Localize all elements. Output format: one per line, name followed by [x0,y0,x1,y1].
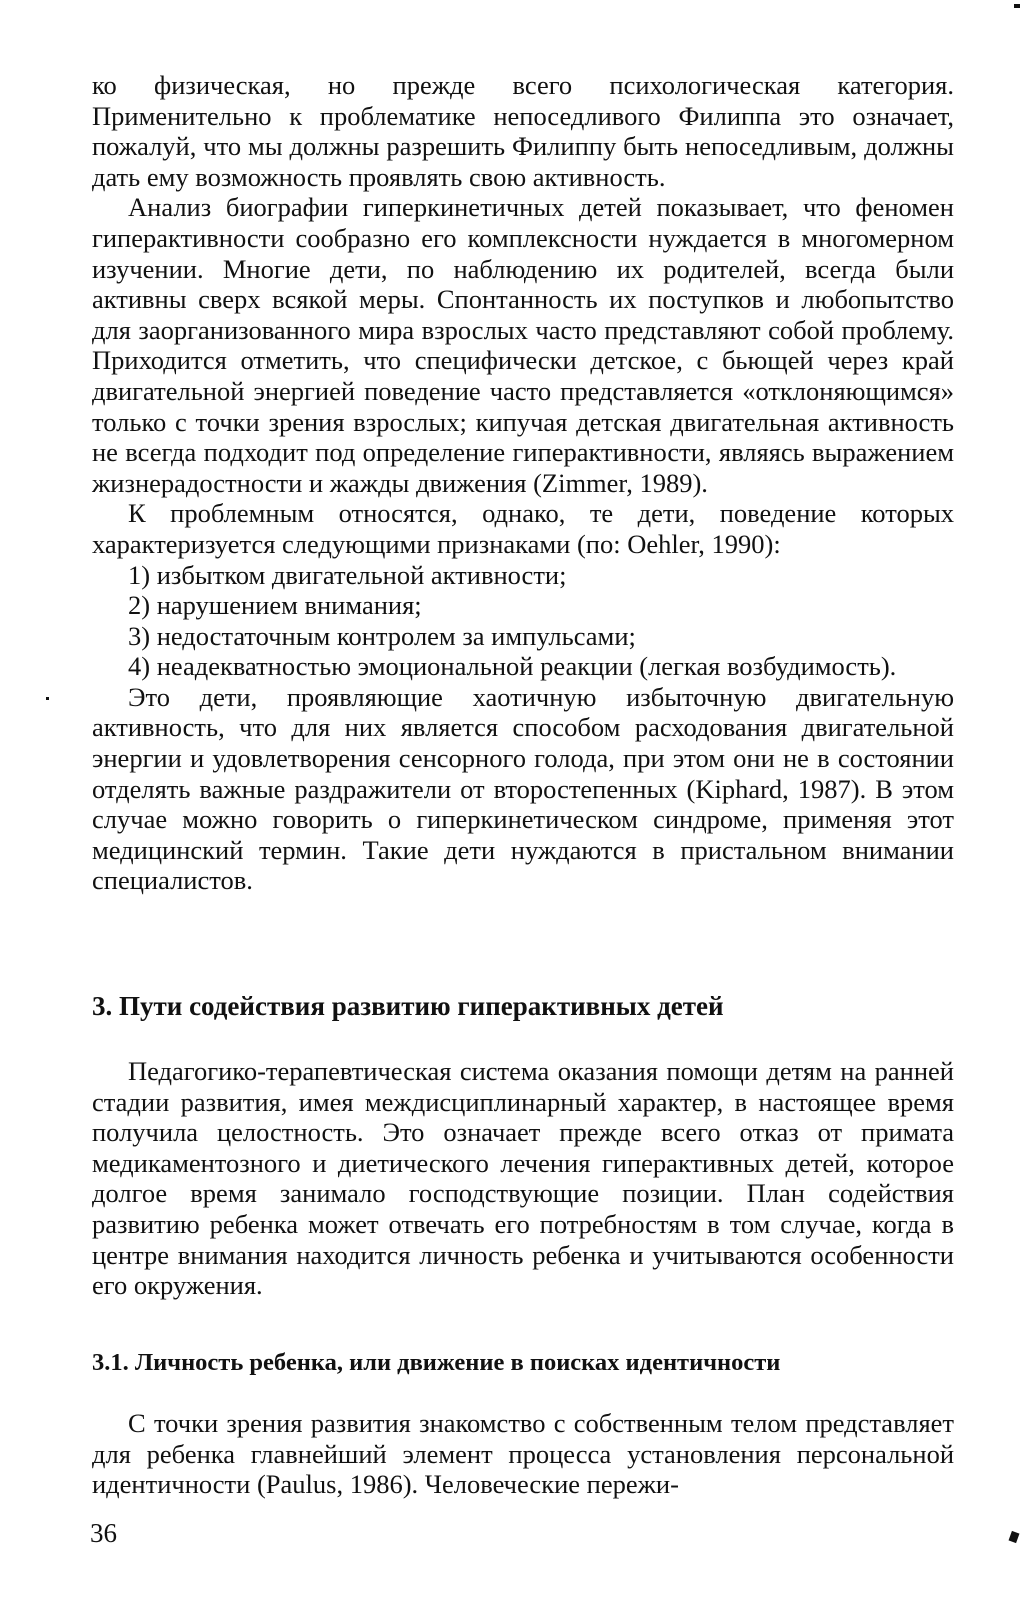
paragraph-pedagogical-system: Педагогико-терапевтическая система оказания помощи детям на ранней стадии развития, имея междисциплинарный характер, в настоящее время получила целостность. Это означает прежде всего отказ от примата медикаментозного и диетического лечения гиперактивных детей, которое долгое время занимало господствующие позиции. План содействия развитию ребенка может отвечать его потребностям в том случае, когда в центре внимания находится личность ребенка и учитываются особенности его окружения. [92,1056,954,1301]
section-3-1-body [92,1408,954,1500]
paragraph-hyperkinetic-syndrome: Это дети, проявляющие хаотичную избыточную двигательную активность, что для них является способом расходования двигательной энергии и удовлетворения сенсорного голода, при этом они не в состоянии отделять важные раздражители от второстепенных (Kiphard, 1987). В этом случае можно говорить о гиперкинетическом синдроме, применяя этот медицинский термин. Такие дети нуждаются в пристальном внимании специалистов. [92,681,954,896]
section-3-1-heading: 3.1. Личность ребенка, или движение в поисках идентичности [92,1349,781,1376]
scan-dot-left [46,697,49,700]
list-item-1: 1) избытком двигательной активности; [128,559,567,590]
section-3-heading: 3. Пути содействия развитию гиперактивных детей [92,991,724,1021]
paragraph-continuation: ко физическая, но прежде всего психологическая категория. Применительно к проблематике непоседливого Филиппа это означает, пожалуй, что мы должны разрешить Филиппу быть непоседливым, должны дать ему возможность проявлять свою активность. [92,70,954,192]
scan-mark-top-right [1014,4,1020,8]
section-1-body [92,70,954,896]
list-item-2: 2) нарушением внимания; [128,590,422,621]
section-3-body [92,1056,954,1301]
paragraph-biography-analysis: Анализ биографии гиперкинетичных детей показывает, что феномен гиперактивности сообразно его комплексности нуждается в многомерном изучении. Многие дети, по наблюдению их родителей, всегда были активны сверх всякой меры. Спонтанность их поступков и любопытство для заорганизованного мира взрослых часто представляют собой проблему. Приходится отметить, что специфически детское, с бьющей через край двигательной энергией поведение часто представляется «отклоняющимся» только с точки зрения взрослых; кипучая детская двигательная активность не всегда подходит под определение гиперактивности, являясь выражением жизнерадостности и жажды движения (Zimmer, 1989). [92,192,954,498]
paragraph-personal-identity: С точки зрения развития знакомство с собственным телом представляет для ребенка главнейший элемент процесса установления персональной идентичности (Paulus, 1986). Человеческие пережи- [92,1408,954,1500]
list-item-3: 3) недостаточным контролем за импульсами; [128,620,636,651]
page-number: 36 [90,1518,117,1548]
list-item-4: 4) неадекватностью эмоциональной реакции (легкая возбудимость). [128,651,897,682]
paragraph-problem-children: К проблемным относятся, однако, те дети, поведение которых характеризуется следующими признаками (по: Oehler, 1990): [92,498,954,559]
scan-mark-bottom-right [1009,1531,1020,1543]
